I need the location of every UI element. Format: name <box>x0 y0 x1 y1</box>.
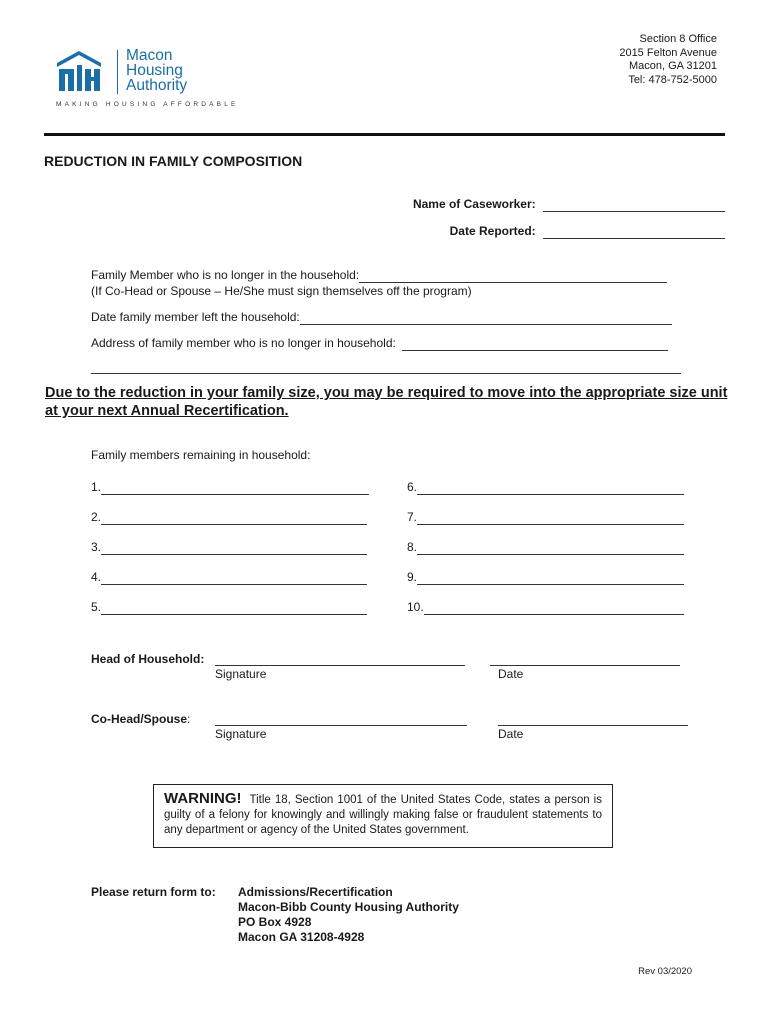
head-signature-field[interactable] <box>215 651 465 666</box>
member-row <box>407 510 684 525</box>
member-number: 5. <box>91 600 102 614</box>
member-number: 4. <box>91 570 102 584</box>
remaining-label: Family members remaining in household: <box>91 448 311 462</box>
member-number: 10. <box>407 600 424 614</box>
revision-date: Rev 03/2020 <box>638 966 692 977</box>
address-row <box>91 336 668 351</box>
member-number: 1. <box>91 480 102 494</box>
member-field[interactable] <box>417 540 684 555</box>
member-number: 6. <box>407 480 418 494</box>
cohead-signature-field[interactable] <box>215 711 467 726</box>
member-field[interactable] <box>101 480 369 495</box>
cohead-label: Co-Head/Spouse <box>91 712 188 726</box>
member-field[interactable] <box>101 540 367 555</box>
member-number: 3. <box>91 540 102 554</box>
caseworker-label: Name of Caseworker: <box>412 197 536 211</box>
member-left-field[interactable] <box>359 268 667 283</box>
member-field[interactable] <box>417 510 684 525</box>
member-number: 8. <box>407 540 418 554</box>
date-reported-row <box>450 224 725 239</box>
member-row <box>91 570 367 585</box>
cohead-date-field[interactable] <box>498 711 688 726</box>
member-row <box>407 570 684 585</box>
office-line1: Section 8 Office <box>639 33 717 45</box>
warning-title: WARNING! <box>164 790 242 807</box>
logo-name-line2: Housing <box>126 62 183 79</box>
return-line1: Admissions/Recertification <box>238 885 393 899</box>
member-row <box>407 600 684 615</box>
member-row <box>91 480 369 495</box>
address-label: Address of family member who is no longer in household: <box>91 336 396 350</box>
logo-name-line1: Macon <box>126 47 173 64</box>
member-field[interactable] <box>101 570 367 585</box>
warning-text: Title 18, Section 1001 of the United States Code, states a person is guilty of a felony for knowingly and willingly making false or fraudulent statements to any department or agency of the United States government. <box>164 794 602 836</box>
return-line3: PO Box 4928 <box>238 915 312 929</box>
cohead-colon: : <box>187 712 191 726</box>
member-number: 2. <box>91 510 102 524</box>
member-row <box>407 540 684 555</box>
member-row <box>91 540 367 555</box>
date-left-field[interactable] <box>300 310 672 325</box>
logo-name <box>126 48 187 93</box>
member-field[interactable] <box>417 480 684 495</box>
member-left-label: Family Member who is no longer in the household: <box>91 268 360 282</box>
member-field[interactable] <box>417 570 684 585</box>
return-address <box>238 885 459 945</box>
return-line4: Macon GA 31208-4928 <box>238 930 365 944</box>
date-reported-label: Date Reported: <box>449 224 536 238</box>
reduction-notice: Due to the reduction in your family size, you may be required to move into the appropriate size unit at your next Annual Recertification. <box>45 385 728 419</box>
member-row <box>407 480 684 495</box>
member-field[interactable] <box>101 600 367 615</box>
head-of-household-label: Head of Household: <box>91 652 205 666</box>
logo-divider <box>117 50 118 94</box>
office-line2: 2015 Felton Avenue <box>619 46 717 59</box>
member-number: 7. <box>407 510 418 524</box>
member-number: 9. <box>407 570 418 584</box>
date-reported-field[interactable] <box>543 224 725 239</box>
warning-box <box>153 784 613 848</box>
logo-name-line3: Authority <box>126 77 188 94</box>
date-left-row <box>91 310 672 325</box>
return-label: Please return form to: <box>91 885 216 899</box>
form-title: REDUCTION IN FAMILY COMPOSITION <box>44 153 303 169</box>
office-line4: Tel: 478-752-5000 <box>628 73 717 86</box>
head-date-caption: Date <box>498 667 524 681</box>
date-left-label: Date family member left the household: <box>91 310 300 324</box>
header-rule <box>44 133 725 136</box>
cohead-label-row <box>91 712 190 726</box>
cohead-note: (If Co-Head or Spouse – He/She must sign themselves off the program) <box>91 284 472 298</box>
return-line2: Macon-Bibb County Housing Authority <box>238 900 459 914</box>
logo-tagline: MAKING HOUSING AFFORDABLE <box>56 101 239 108</box>
address-field[interactable] <box>402 336 668 351</box>
caseworker-field[interactable] <box>543 197 725 212</box>
caseworker-row <box>413 197 725 212</box>
member-field[interactable] <box>101 510 367 525</box>
member-left-row <box>91 268 667 283</box>
member-row <box>91 600 367 615</box>
member-field[interactable] <box>424 600 684 615</box>
address-field-line2[interactable] <box>91 362 681 374</box>
cohead-signature-caption: Signature <box>215 727 267 741</box>
head-signature-caption: Signature <box>215 667 267 681</box>
head-date-field[interactable] <box>490 651 680 666</box>
office-line3: Macon, GA 31201 <box>628 60 717 72</box>
cohead-date-caption: Date <box>498 727 524 741</box>
house-logo-icon <box>55 49 103 93</box>
member-row <box>91 510 367 525</box>
office-address <box>619 33 717 87</box>
